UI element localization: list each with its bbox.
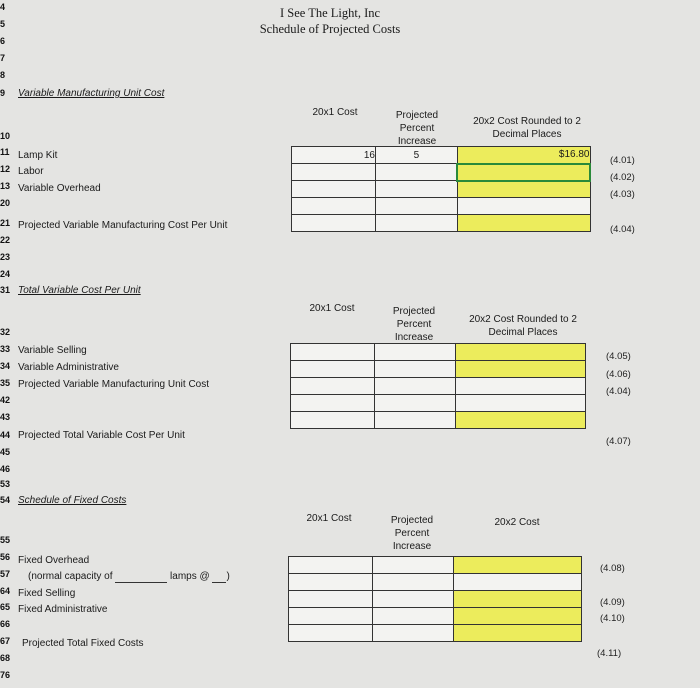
overhead-pct-cell[interactable] [375,181,457,198]
row-number: 31 [0,285,11,295]
var-mfg-unit-projected-cell[interactable] [456,378,586,395]
report-title: I See The Light, Inc [279,6,381,20]
row-number: 13 [0,181,11,191]
row-number: 54 [0,495,11,505]
row-number: 66 [0,619,11,629]
ref-4-01: (4.01) [610,155,635,166]
var-mfg-unit-pct-cell[interactable] [374,378,456,395]
row-number: 64 [0,586,11,596]
total-variable-pct-cell[interactable] [374,412,456,429]
total-variable-projected-cell[interactable] [456,412,586,429]
ref-4-05: (4.05) [606,351,631,362]
section3-blank-cell[interactable] [289,574,373,591]
total-fixed-cost-cell[interactable] [289,625,373,642]
row-number: 5 [0,19,6,29]
row-label-fixed-admin: Fixed Administrative [18,604,108,615]
section3-blank-cell[interactable] [454,574,582,591]
row-label-labor: Labor [18,166,44,177]
capacity-suffix: ) [226,571,230,582]
section-heading-total-variable: Total Variable Cost Per Unit [18,285,141,296]
fixed-overhead-projected-cell[interactable] [454,557,582,574]
fixed-admin-projected-cell[interactable] [454,608,582,625]
ref-4-07: (4.07) [606,436,631,447]
col-header-20x1-cost: 20x1 Cost [306,513,352,524]
capacity-blank[interactable] [115,573,167,583]
total-fixed-projected-cell[interactable] [454,625,582,642]
ref-4-04: (4.04) [610,224,635,235]
var-mfg-total-pct-cell[interactable] [375,215,457,232]
section2-blank-cell[interactable] [456,395,586,412]
section2-blank-cell[interactable] [291,395,375,412]
row-label-variable-selling: Variable Selling [18,345,87,356]
row-number: 6 [0,36,6,46]
row-number: 68 [0,653,11,663]
var-admin-pct-cell[interactable] [374,361,456,378]
overhead-projected-cell[interactable] [457,181,590,198]
fixed-selling-cost-cell[interactable] [289,591,373,608]
row-number: 42 [0,395,11,405]
col-header-20x1-cost: 20x1 Cost [309,303,355,314]
row-number: 4 [0,2,6,12]
fixed-overhead-cost-cell[interactable] [289,557,373,574]
section2-grid [290,343,586,429]
capacity-prefix: (normal capacity of [28,571,113,582]
row-label-projected-var-mfg-unit: Projected Variable Manufacturing Unit Cost [18,379,210,390]
row-number: 67 [0,636,11,646]
fixed-overhead-pct-cell[interactable] [372,557,454,574]
row-number: 32 [0,327,11,337]
fixed-selling-pct-cell[interactable] [372,591,454,608]
row-number: 46 [0,464,11,474]
col-header-percent-increase: Projected Percent Increase [392,306,436,343]
var-selling-pct-cell[interactable] [374,344,456,361]
ref-4-02: (4.02) [610,172,635,183]
row-number: 8 [0,70,6,80]
row-number: 43 [0,412,11,422]
fixed-selling-projected-cell[interactable] [454,591,582,608]
var-admin-cost-cell[interactable] [291,361,375,378]
row-label-variable-overhead: Variable Overhead [18,183,101,194]
row-number: 57 [0,569,11,579]
labor-cost-cell[interactable] [292,164,376,181]
col-header-20x2-cost: 20x2 Cost [494,517,540,528]
ref-4-04b: (4.04) [606,386,631,397]
row-label-variable-admin: Variable Administrative [18,362,119,373]
section3-blank-cell[interactable] [372,574,454,591]
ref-4-10: (4.10) [600,613,625,624]
row-label-fixed-overhead: Fixed Overhead [18,555,90,566]
section2-blank-cell[interactable] [374,395,456,412]
rate-blank[interactable] [212,573,226,583]
row-label-projected-var-mfg: Projected Variable Manufacturing Cost Per Unit [18,220,228,231]
row-number: 12 [0,164,11,174]
row-number: 22 [0,235,11,245]
capacity-mid: lamps @ [170,571,210,582]
row-number: 35 [0,378,11,388]
section-heading-fixed-costs: Schedule of Fixed Costs [18,495,127,506]
section1-blank-cell[interactable] [375,198,457,215]
row-number: 44 [0,430,11,440]
var-mfg-total-cost-cell[interactable] [292,215,376,232]
row-number: 21 [0,218,11,228]
row-number: 11 [0,147,10,157]
ref-4-11: (4.11) [597,648,622,659]
overhead-cost-cell[interactable] [292,181,376,198]
row-number: 7 [0,53,6,63]
labor-pct-cell[interactable] [375,164,457,181]
row-label-lamp-kit: Lamp Kit [18,150,58,161]
ref-4-08: (4.08) [600,563,625,574]
row-number: 65 [0,602,11,612]
section-heading-variable-manufacturing: Variable Manufacturing Unit Cost [18,88,165,99]
var-selling-cost-cell[interactable] [291,344,375,361]
var-mfg-unit-cost-cell[interactable] [291,378,375,395]
col-header-20x2-cost: 20x2 Cost Rounded to 2 Decimal Places [469,314,577,338]
var-admin-projected-cell[interactable] [456,361,586,378]
col-header-20x1-cost: 20x1 Cost [312,107,358,118]
row-number: 24 [0,269,11,279]
report-subtitle: Schedule of Projected Costs [259,22,401,36]
section1-blank-cell[interactable] [292,198,376,215]
col-header-percent-increase: Projected Percent Increase [390,515,434,552]
section1-grid [291,146,591,232]
col-header-20x2-cost: 20x2 Cost Rounded to 2 Decimal Places [473,116,581,140]
row-number: 55 [0,535,11,545]
row-label-fixed-selling: Fixed Selling [18,588,76,599]
row-number: 33 [0,344,11,354]
row-label-total-fixed: Projected Total Fixed Costs [22,638,144,649]
total-variable-cost-cell[interactable] [291,412,375,429]
row-number: 9 [0,88,6,98]
fixed-admin-pct-cell[interactable] [372,608,454,625]
col-header-percent-increase: Projected Percent Increase [395,110,439,147]
section3-grid [288,556,582,642]
row-number: 10 [0,131,11,141]
ref-4-06: (4.06) [606,369,631,380]
ref-4-03: (4.03) [610,189,635,200]
row-number: 56 [0,552,11,562]
row-number: 76 [0,670,11,680]
row-label-projected-total-variable: Projected Total Variable Cost Per Unit [18,430,185,441]
row-number: 34 [0,361,11,371]
section1-blank-cell[interactable] [457,198,590,215]
row-number: 53 [0,479,11,489]
row-number: 20 [0,198,11,208]
row-label-normal-capacity [28,571,230,583]
fixed-admin-cost-cell[interactable] [289,608,373,625]
var-selling-projected-cell[interactable] [456,344,586,361]
labor-projected-cell[interactable] [457,164,590,181]
total-fixed-pct-cell[interactable] [372,625,454,642]
lamp-kit-projected-cell[interactable]: $16.80 [457,147,590,164]
row-number: 45 [0,447,11,457]
lamp-kit-pct-cell[interactable]: 5 [375,147,457,164]
lamp-kit-cost-cell[interactable]: 16 [292,147,376,164]
row-number: 23 [0,252,11,262]
ref-4-09: (4.09) [600,597,625,608]
var-mfg-total-projected-cell[interactable] [457,215,590,232]
